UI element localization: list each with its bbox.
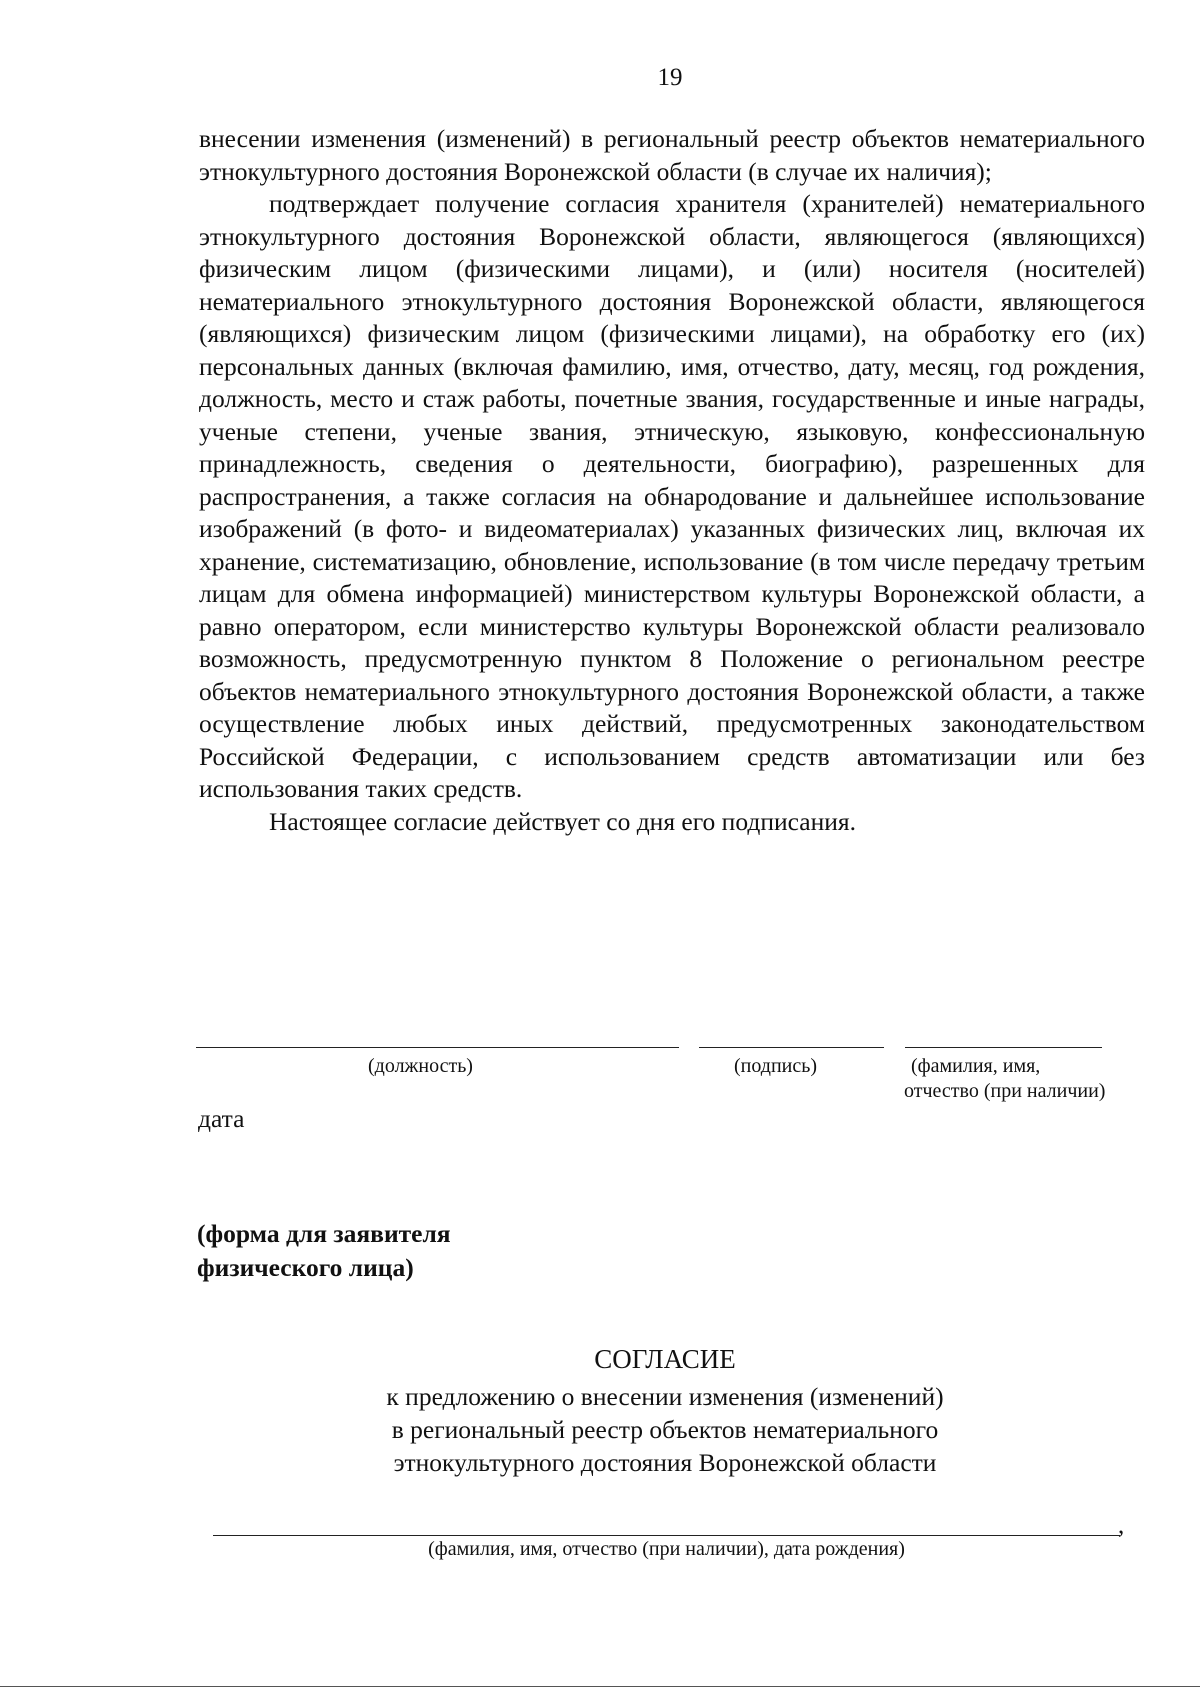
paragraph-continuation: внесении изменения (изменений) в региональный реестр объектов нематериального этнокультурного достояния Воронежской области (в случае их наличия);: [199, 124, 1145, 186]
name-line: [905, 1047, 1102, 1048]
page-number: 19: [657, 64, 683, 91]
paragraph-consent-confirmation: подтверждает получение согласия хранителя (хранителей) нематериального этнокультурного достояния Воронежской области, являющегося (являющихся) физическим лицом (физическими лицами), и (или) носителя (носителей) нематериального этнокультурного достояния Воронежской области, являющегося (являющихся) физическим лицом (физическими лицами), на обработку его (их) персональных данных (включая фамилию, имя, отчество, дату, месяц, год рождения, должность, место и стаж работы, почетные звания, государственные и иные награды, ученые степени, ученые звания, этническую, языковую, конфессиональную принадлежность, сведения о деятельности, биографию), разрешенных для распространения, а также согласия на обнародование и дальнейшее использование изображений (в фото- и видеоматериалах) указанных физических лиц, включая их хранение, систематизацию, обновление, использование (в том числе передачу третьим лицам для обмена информацией) министерством культуры Воронежской области, а равно оператором, если министерство культуры Воронежской области реализовало возможность, предусмотренную пунктом 8 Положение о региональном реестре объектов нематериального этнокультурного достояния Воронежской области, а также осуществление любых иных действий, предусмотренных законодательством Российской Федерации, с использованием средств автоматизации или без использования таких средств.: [199, 189, 1145, 803]
consent-subtitle-line3: этнокультурного достояния Воронежской области: [393, 1448, 937, 1477]
fio-comma: ,: [1118, 1512, 1125, 1539]
consent-subtitle: [330, 1380, 1000, 1479]
consent-title: СОГЛАСИЕ: [594, 1344, 736, 1374]
name-caption-line2: отчество (при наличии): [904, 1080, 1106, 1102]
fio-caption: (фамилия, имя, отчество (при наличии), дата рождения): [428, 1538, 905, 1560]
consent-subtitle-line1: к предложению о внесении изменения (изменений): [386, 1382, 944, 1411]
body-text: [199, 123, 1145, 838]
fio-line: [213, 1535, 1120, 1536]
signature-caption: (подпись): [734, 1055, 818, 1077]
form-note-line2: физического лица): [197, 1253, 414, 1282]
signature-line: [699, 1047, 884, 1048]
form-note: [197, 1217, 451, 1285]
date-label: дата: [198, 1104, 245, 1133]
page-bottom-edge: [0, 1686, 1200, 1687]
position-caption: (должность): [368, 1055, 473, 1077]
position-line: [196, 1047, 679, 1048]
form-note-line1: (форма для заявителя: [197, 1219, 451, 1248]
paragraph-validity: Настоящее согласие действует со дня его подписания.: [269, 806, 856, 836]
name-caption-line1: (фамилия, имя,: [911, 1055, 1041, 1077]
consent-subtitle-line2: в региональный реестр объектов нематериального: [391, 1415, 939, 1444]
